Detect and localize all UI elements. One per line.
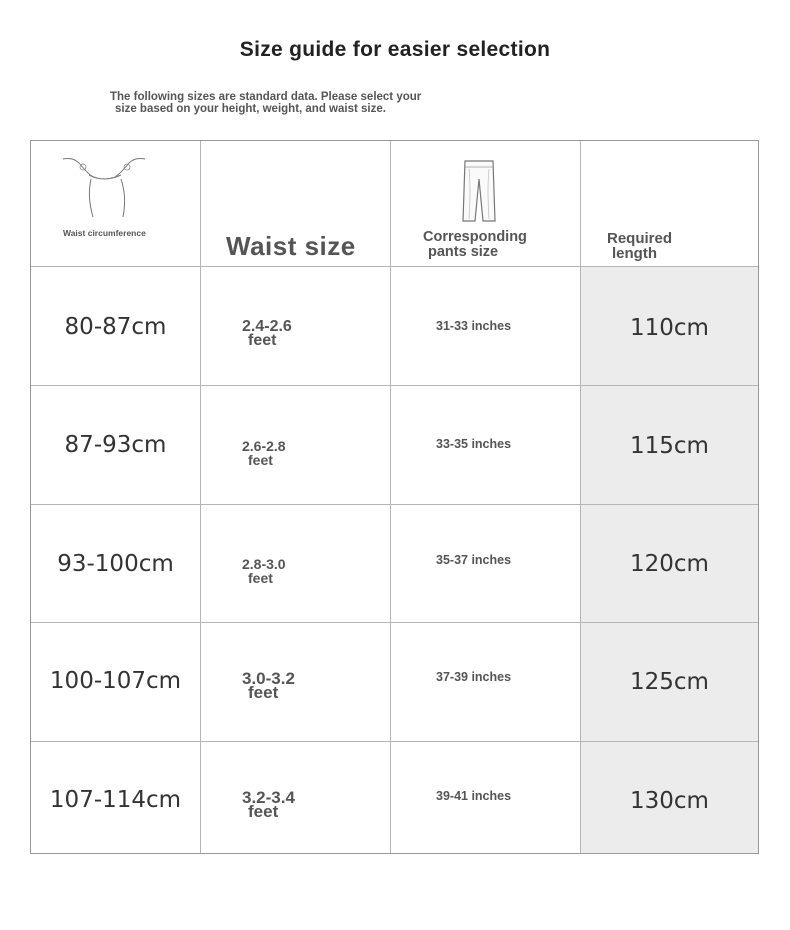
header-waist-size-label: Waist size [226,231,356,261]
waist-feet-value [242,557,286,585]
table-row [31,267,758,386]
subtitle-line-2: size based on your height, weight, and waist size. [115,103,386,115]
length-value: 115cm [630,433,709,459]
waist-feet-value [242,788,295,821]
pants-inches-value: 35-37 inches [436,553,512,567]
waist-cm-value: 107-114cm [49,787,182,813]
feet-range: 2.6-2.8 [242,438,286,454]
feet-unit: feet [248,570,273,586]
length-value: 120cm [630,551,709,577]
feet-unit: feet [248,332,277,349]
table-row [31,505,758,623]
feet-range: 2.4-2.6 [242,318,292,335]
header-cell-required-length [581,141,758,267]
length-value: 130cm [630,788,709,814]
table-header-row [31,141,758,267]
subtitle-line-1: The following sizes are standard data. Please select your [110,91,422,103]
waist-cm-value: 100-107cm [49,668,182,694]
waist-cm-value: 80-87cm [64,314,167,340]
waist-cm-value: 93-100cm [57,551,174,577]
waist-feet-value [242,669,295,702]
pants-inches-value: 33-35 inches [436,437,512,451]
header-pants-size-label [423,230,527,260]
page-title: Size guide for easier selection [239,38,551,61]
header-required-length-line-2: length [612,245,657,262]
page-subtitle [110,91,530,115]
header-cell-pants-size [391,141,581,267]
waist-feet-value [242,320,292,348]
waist-measure-icon [59,153,149,219]
waist-cm-value: 87-93cm [64,432,167,458]
pants-inches-value: 31-33 inches [436,319,512,333]
size-table [30,140,759,854]
header-waist-circumference-label: Waist circumference [63,228,146,238]
feet-unit: feet [248,683,279,702]
feet-unit: feet [248,802,279,821]
pants-inches-value: 39-41 inches [436,789,512,803]
pants-icon [461,159,497,223]
pants-inches-value: 37-39 inches [436,670,512,684]
header-pants-size-line-2: pants size [428,244,499,260]
table-row [31,623,758,742]
length-value: 125cm [630,669,709,695]
feet-range: 3.0-3.2 [242,669,295,688]
header-required-length-label [607,231,672,261]
length-value: 110cm [630,315,709,341]
header-cell-waist-size [201,141,391,267]
feet-range: 3.2-3.4 [242,788,295,807]
header-cell-waist-circumference [31,141,201,267]
waist-feet-value [242,439,286,467]
header-required-length-line-1: Required [607,230,673,247]
feet-range: 2.8-3.0 [242,556,286,572]
header-pants-size-line-1: Corresponding [423,229,527,245]
table-row [31,386,758,505]
table-row [31,742,758,853]
feet-unit: feet [248,452,273,468]
